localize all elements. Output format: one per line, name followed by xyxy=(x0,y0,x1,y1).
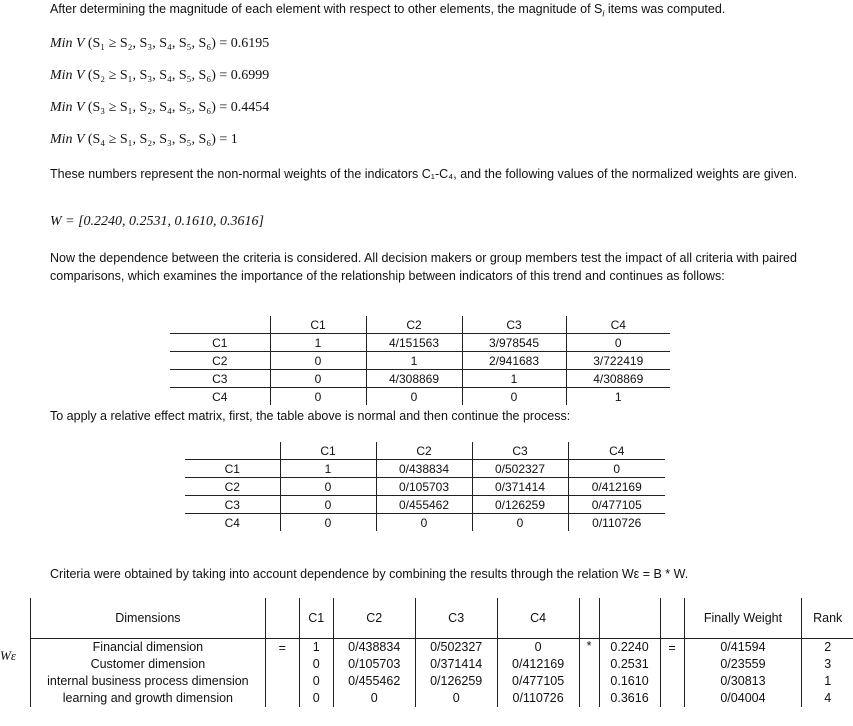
table-cell: 4/151563 xyxy=(366,334,462,352)
equals-sign: = xyxy=(278,640,286,655)
row-label: C4 xyxy=(224,515,240,530)
table-cell: 1 xyxy=(566,388,670,406)
table-row xyxy=(31,690,853,707)
dimension-label: learning and growth dimension xyxy=(31,690,266,707)
rank-cell: 4 xyxy=(824,691,832,705)
col-header: C4 xyxy=(497,598,579,638)
final-weight-cell: 0/04004 xyxy=(684,690,802,707)
table-cell: 0/110726 xyxy=(497,690,579,707)
dimension-label: internal business process dimension xyxy=(31,673,266,690)
col-header: C1 xyxy=(280,442,376,460)
table-cell: 0 xyxy=(566,334,670,352)
table-cell: 0/371414 xyxy=(415,656,497,673)
table-row xyxy=(185,478,665,496)
table-cell: 0/126259 xyxy=(415,673,497,690)
table-cell: 1 xyxy=(462,370,566,388)
table-cell: 0/455462 xyxy=(333,673,415,690)
table-cell: 0 xyxy=(280,496,376,514)
table-cell: 0 xyxy=(280,478,376,496)
row-label: C3 xyxy=(212,371,228,386)
table-cell: 0/502327 xyxy=(472,460,568,478)
intro-text: After determining the magnitude of each element with respect to other elements, the magnitude of $S_i$ items was computed. xyxy=(50,2,726,19)
table-cell: 0/371414 xyxy=(472,478,568,496)
table-cell: 0 xyxy=(366,388,462,406)
minv-equation-1: Min V (S₁ ≥ S₂, S₃, S₄, S₅, S₆) = 0.6195 xyxy=(50,36,270,51)
col-header: C3 xyxy=(472,442,568,460)
criteria-paragraph: Criteria were obtained by taking into account dependence by combining the results through the relation Wε = B * W. xyxy=(50,567,689,581)
col-header: C1 xyxy=(299,598,333,638)
table-cell: 0/105703 xyxy=(376,478,472,496)
table-cell: 1 xyxy=(270,334,366,352)
table-cell: 3/722419 xyxy=(566,352,670,370)
table-cell: 4/308869 xyxy=(566,370,670,388)
table-row xyxy=(185,496,665,514)
table-row xyxy=(170,334,670,352)
dimension-label: Customer dimension xyxy=(31,656,266,673)
table-cell: 0 xyxy=(376,514,472,532)
dimensions-header: Dimensions xyxy=(31,598,266,638)
table-row xyxy=(170,388,670,406)
table-cell: 0/105703 xyxy=(333,656,415,673)
rank-header: Rank xyxy=(813,610,843,625)
we-label: Wε xyxy=(0,648,16,663)
normalized-table xyxy=(185,442,665,531)
rank-cell: 1 xyxy=(824,674,832,688)
table-cell: 0 xyxy=(270,388,366,406)
table-header-row xyxy=(185,442,665,460)
col-header: C1 xyxy=(270,316,366,334)
table-cell: 0 xyxy=(299,690,333,707)
col-header: C2 xyxy=(333,598,415,638)
final-weights-table xyxy=(30,598,853,707)
table-row xyxy=(31,656,853,673)
table-cell: 0/477105 xyxy=(497,673,579,690)
table-cell: 1 xyxy=(280,460,376,478)
row-label: C2 xyxy=(212,353,228,368)
row-label: C1 xyxy=(224,461,240,476)
table-cell: 0/412169 xyxy=(568,478,665,496)
row-label: C4 xyxy=(212,389,228,404)
table-cell: 0/412169 xyxy=(497,656,579,673)
col-header: C2 xyxy=(366,316,462,334)
rank-cell: 3 xyxy=(824,657,832,671)
table-row xyxy=(31,638,853,656)
table-cell: 3/978545 xyxy=(462,334,566,352)
col-header: C3 xyxy=(462,316,566,334)
final-weight-cell: 0/41594 xyxy=(684,638,802,656)
table-row xyxy=(170,352,670,370)
weight-cell: 0.2240 xyxy=(599,638,660,656)
final-weight-cell: 0/30813 xyxy=(684,673,802,690)
table-cell: 0 xyxy=(415,690,497,707)
equals-sign: = xyxy=(668,640,676,655)
col-header: C4 xyxy=(568,442,665,460)
table-cell: 0 xyxy=(270,352,366,370)
table-cell: 0/110726 xyxy=(568,514,665,532)
weight-cell: 0.3616 xyxy=(599,690,660,707)
table-cell: 0 xyxy=(333,690,415,707)
comparison-table xyxy=(170,316,670,405)
table-cell: 2/941683 xyxy=(462,352,566,370)
table-row xyxy=(185,460,665,478)
multiply-sign: * xyxy=(586,638,592,653)
table-cell: 0/438834 xyxy=(376,460,472,478)
table-cell: 0 xyxy=(462,388,566,406)
weights-paragraph: These numbers represent the non-normal weights of the indicators C₁-C₄, and the following values of the normalized weights are given. xyxy=(50,167,798,181)
table-cell: 0 xyxy=(299,656,333,673)
rank-cell: 2 xyxy=(824,640,832,654)
table-cell: 0 xyxy=(280,514,376,532)
table-cell: 0 xyxy=(472,514,568,532)
dependence-paragraph: Now the dependence between the criteria is considered. All decision makers or group members test the impact of all criteria with paired comparisons, which examines the importance of the relationship between indicators of this trend and continues as follows: xyxy=(50,251,797,283)
table-cell: 0/502327 xyxy=(415,638,497,656)
col-header: C3 xyxy=(415,598,497,638)
normalize-paragraph: To apply a relative effect matrix, first, the table above is normal and then continue the process: xyxy=(50,409,571,423)
table-header-row xyxy=(170,316,670,334)
col-header: C2 xyxy=(376,442,472,460)
weight-cell: 0.1610 xyxy=(599,673,660,690)
minv-equation-2: Min V (S₂ ≥ S₁, S₃, S₄, S₅, S₆) = 0.6999 xyxy=(50,68,270,83)
table-cell: 0 xyxy=(299,673,333,690)
row-label: C2 xyxy=(224,479,240,494)
weights-equation: W = [0.2240, 0.2531, 0.1610, 0.3616] xyxy=(50,214,265,229)
final-weight-header: Finally Weight xyxy=(684,598,802,638)
weight-cell: 0.2531 xyxy=(599,656,660,673)
table-cell: 1 xyxy=(366,352,462,370)
minv-equation-4: Min V (S₄ ≥ S₁, S₂, S₃, S₅, S₆) = 1 xyxy=(50,132,238,147)
final-weight-cell: 0/23559 xyxy=(684,656,802,673)
table-row xyxy=(185,514,665,532)
col-header: C4 xyxy=(566,316,670,334)
table-cell: 0 xyxy=(497,638,579,656)
table-cell: 0/477105 xyxy=(568,496,665,514)
table-row xyxy=(170,370,670,388)
table-cell: 0/126259 xyxy=(472,496,568,514)
table-cell: 4/308869 xyxy=(366,370,462,388)
table-header-row xyxy=(31,598,853,638)
table-cell: 1 xyxy=(299,638,333,656)
dimension-label: Financial dimension xyxy=(31,638,266,656)
table-cell: 0/438834 xyxy=(333,638,415,656)
table-cell: 0 xyxy=(270,370,366,388)
minv-equation-3: Min V (S₃ ≥ S₁, S₂, S₄, S₅, S₆) = 0.4454 xyxy=(50,100,270,115)
table-cell: 0/455462 xyxy=(376,496,472,514)
row-label: C1 xyxy=(212,335,228,350)
row-label: C3 xyxy=(224,497,240,512)
table-cell: 0 xyxy=(568,460,665,478)
table-row xyxy=(31,673,853,690)
